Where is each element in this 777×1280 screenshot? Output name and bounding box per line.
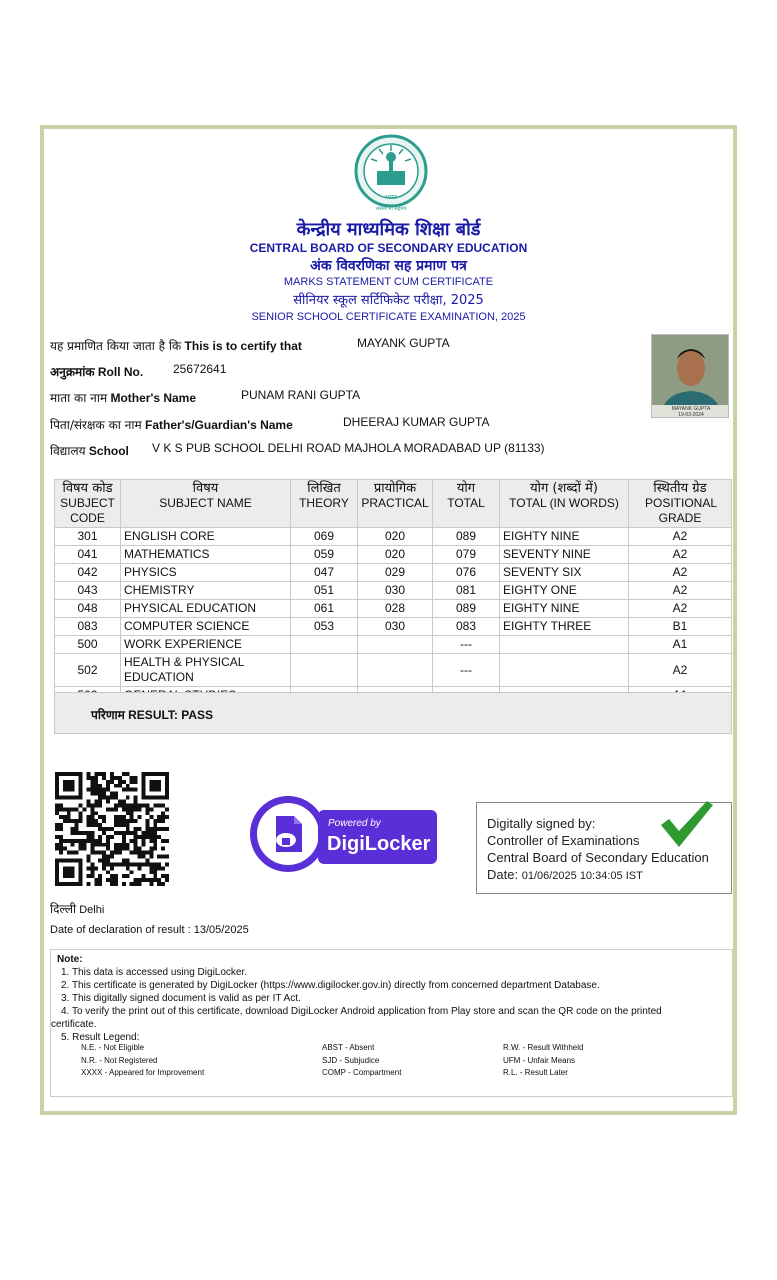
total-cell: 083 bbox=[433, 618, 500, 636]
total-words-cell: EIGHTY NINE bbox=[500, 528, 629, 546]
total-cell: --- bbox=[433, 636, 500, 654]
practical-cell: 020 bbox=[358, 546, 433, 564]
note-item: 5. Result Legend: bbox=[61, 1032, 140, 1043]
statement-title-hindi: अंक विवरणिका सह प्रमाण पत्र bbox=[310, 258, 467, 274]
father-label: पिता/संरक्षक का नाम Father's/Guardian's Name bbox=[50, 418, 293, 432]
powered-by-text: Powered by bbox=[328, 818, 381, 829]
theory-cell: 061 bbox=[291, 600, 358, 618]
table-row bbox=[55, 528, 732, 546]
practical-cell: 028 bbox=[358, 600, 433, 618]
signature-date: Date: 01/06/2025 10:34:05 IST bbox=[487, 867, 643, 882]
practical-cell: 030 bbox=[358, 582, 433, 600]
certify-label: यह प्रमाणित किया जाता है कि This is to certify that bbox=[50, 339, 302, 353]
header-subject-code: विषय कोड SUBJECT CODE bbox=[55, 480, 121, 528]
practical-cell: 029 bbox=[358, 564, 433, 582]
total-words-cell: EIGHTY ONE bbox=[500, 582, 629, 600]
note-item: certificate. bbox=[51, 1019, 97, 1030]
grade-cell: A2 bbox=[629, 582, 732, 600]
student-photo bbox=[651, 334, 729, 418]
total-cell: 079 bbox=[433, 546, 500, 564]
subject-name-cell: PHYSICS bbox=[121, 564, 291, 582]
total-words-cell: EIGHTY THREE bbox=[500, 618, 629, 636]
board-name-hindi: केन्द्रीय माध्यमिक शिक्षा बोर्ड bbox=[296, 219, 481, 240]
digital-signature-box bbox=[476, 802, 732, 894]
legend-column-2: ABST - Absent SJD - Subjudice COMP - Compartment bbox=[322, 1043, 402, 1077]
practical-cell bbox=[358, 636, 433, 654]
practical-cell: 020 bbox=[358, 528, 433, 546]
theory-cell: 047 bbox=[291, 564, 358, 582]
theory-cell: 059 bbox=[291, 546, 358, 564]
subject-code-cell: 048 bbox=[55, 600, 121, 618]
school-name: V K S PUB SCHOOL DELHI ROAD MAJHOLA MORADABAD UP (81133) bbox=[152, 441, 545, 455]
checkmark-icon bbox=[657, 797, 715, 851]
result-box bbox=[54, 692, 732, 734]
total-words-cell: EIGHTY NINE bbox=[500, 600, 629, 618]
subject-name-cell: ENGLISH CORE bbox=[121, 528, 291, 546]
table-row bbox=[55, 600, 732, 618]
mother-name: PUNAM RANI GUPTA bbox=[241, 388, 361, 402]
signature-line-3: Central Board of Secondary Education bbox=[487, 850, 709, 865]
total-cell: 089 bbox=[433, 600, 500, 618]
practical-cell: 030 bbox=[358, 618, 433, 636]
subject-code-cell: 301 bbox=[55, 528, 121, 546]
header-practical: प्रायोगिक PRACTICAL bbox=[358, 480, 433, 528]
total-words-cell bbox=[500, 654, 629, 687]
subject-name-cell: WORK EXPERIENCE bbox=[121, 636, 291, 654]
marks-table-body bbox=[55, 528, 732, 705]
header-total-words: योग (शब्दों में) TOTAL (IN WORDS) bbox=[500, 480, 629, 528]
logo-subtext: भारत bbox=[385, 194, 397, 201]
total-cell: 081 bbox=[433, 582, 500, 600]
roll-label: अनुक्रमांक Roll No. bbox=[50, 365, 144, 379]
exam-title-english: SENIOR SCHOOL CERTIFICATE EXAMINATION, 2025 bbox=[251, 311, 526, 323]
theory-cell: 051 bbox=[291, 582, 358, 600]
cbse-logo-icon bbox=[353, 133, 429, 213]
result-label-english: RESULT: PASS bbox=[128, 708, 214, 722]
grade-cell: A2 bbox=[629, 564, 732, 582]
grade-cell: A2 bbox=[629, 528, 732, 546]
exam-title-hindi: सीनियर स्कूल सर्टिफिकेट परीक्षा, 2025 bbox=[293, 293, 484, 308]
subject-code-cell: 500 bbox=[55, 636, 121, 654]
table-row bbox=[55, 546, 732, 564]
logo-motto: असतो मा सद्गमय bbox=[375, 206, 407, 212]
note-item: 1. This data is accessed using DigiLocker. bbox=[61, 967, 248, 978]
table-header-row bbox=[55, 480, 732, 528]
mother-label: माता का नाम Mother's Name bbox=[50, 391, 197, 405]
note-item: 3. This digitally signed document is valid as per IT Act. bbox=[61, 993, 301, 1004]
theory-cell bbox=[291, 654, 358, 687]
grade-cell: A2 bbox=[629, 654, 732, 687]
digilocker-logo-icon bbox=[248, 794, 438, 874]
subject-code-cell: 083 bbox=[55, 618, 121, 636]
table-row bbox=[55, 618, 732, 636]
total-cell: 089 bbox=[433, 528, 500, 546]
photo-caption-date: 19-03-2024 bbox=[678, 412, 704, 418]
table-row bbox=[55, 654, 732, 687]
total-cell: 076 bbox=[433, 564, 500, 582]
qr-code-icon bbox=[54, 772, 170, 886]
header-theory: लिखित THEORY bbox=[291, 480, 358, 528]
note-item: 4. To verify the print out of this certificate, download DigiLocker Android application from Play store and scan the QR code on the printed bbox=[61, 1006, 662, 1017]
table-row bbox=[55, 564, 732, 582]
note-item: 2. This certificate is generated by DigiLocker (https://www.digilocker.gov.in) directly from concerned department Database. bbox=[61, 980, 600, 991]
total-words-cell bbox=[500, 636, 629, 654]
header-subject-name: विषय SUBJECT NAME bbox=[121, 480, 291, 528]
subject-name-cell: MATHEMATICS bbox=[121, 546, 291, 564]
table-row bbox=[55, 636, 732, 654]
legend-column-3: R.W. - Result Withheld UFM - Unfair Means R.L. - Result Later bbox=[503, 1043, 584, 1077]
signature-line-1: Digitally signed by: bbox=[487, 816, 596, 831]
total-words-cell: SEVENTY SIX bbox=[500, 564, 629, 582]
practical-cell bbox=[358, 654, 433, 687]
grade-cell: A1 bbox=[629, 636, 732, 654]
theory-cell: 069 bbox=[291, 528, 358, 546]
grade-cell: A2 bbox=[629, 546, 732, 564]
grade-cell: B1 bbox=[629, 618, 732, 636]
board-name-english: CENTRAL BOARD OF SECONDARY EDUCATION bbox=[249, 241, 528, 255]
theory-cell bbox=[291, 636, 358, 654]
declaration-date: Date of declaration of result : 13/05/2025 bbox=[50, 924, 249, 936]
subject-code-cell: 502 bbox=[55, 654, 121, 687]
subject-code-cell: 042 bbox=[55, 564, 121, 582]
header-total: योग TOTAL bbox=[433, 480, 500, 528]
photo-caption-name: MAYANK GUPTA bbox=[671, 406, 711, 412]
statement-title-english: MARKS STATEMENT CUM CERTIFICATE bbox=[283, 276, 494, 288]
certificate-frame bbox=[40, 125, 737, 1115]
school-label: विद्यालय School bbox=[50, 444, 129, 458]
subject-name-cell: CHEMISTRY bbox=[121, 582, 291, 600]
total-cell: --- bbox=[433, 654, 500, 687]
place-label: दिल्ली Delhi bbox=[50, 902, 105, 916]
notes-box bbox=[50, 949, 733, 1097]
header-grade: स्थितीय ग्रेड POSITIONAL GRADE bbox=[629, 480, 732, 528]
result-label-hindi: परिणाम bbox=[91, 708, 125, 722]
legend-column-1: N.E. - Not Eligible N.R. - Not Registered XXXX - Appeared for Improvement bbox=[81, 1043, 205, 1077]
digilocker-brand-text: DigiLocker bbox=[327, 833, 431, 855]
subject-code-cell: 043 bbox=[55, 582, 121, 600]
total-words-cell: SEVENTY NINE bbox=[500, 546, 629, 564]
subject-name-cell: PHYSICAL EDUCATION bbox=[121, 600, 291, 618]
student-name: MAYANK GUPTA bbox=[357, 336, 450, 350]
subject-name-cell: COMPUTER SCIENCE bbox=[121, 618, 291, 636]
theory-cell: 053 bbox=[291, 618, 358, 636]
subject-code-cell: 041 bbox=[55, 546, 121, 564]
notes-title: Note: bbox=[57, 954, 83, 965]
grade-cell: A2 bbox=[629, 600, 732, 618]
roll-number: 25672641 bbox=[173, 362, 227, 376]
subject-name-cell: HEALTH & PHYSICAL EDUCATION bbox=[121, 654, 291, 687]
table-row bbox=[55, 582, 732, 600]
father-name: DHEERAJ KUMAR GUPTA bbox=[343, 415, 490, 429]
signature-line-2: Controller of Examinations bbox=[487, 833, 640, 848]
marks-table bbox=[54, 479, 732, 705]
